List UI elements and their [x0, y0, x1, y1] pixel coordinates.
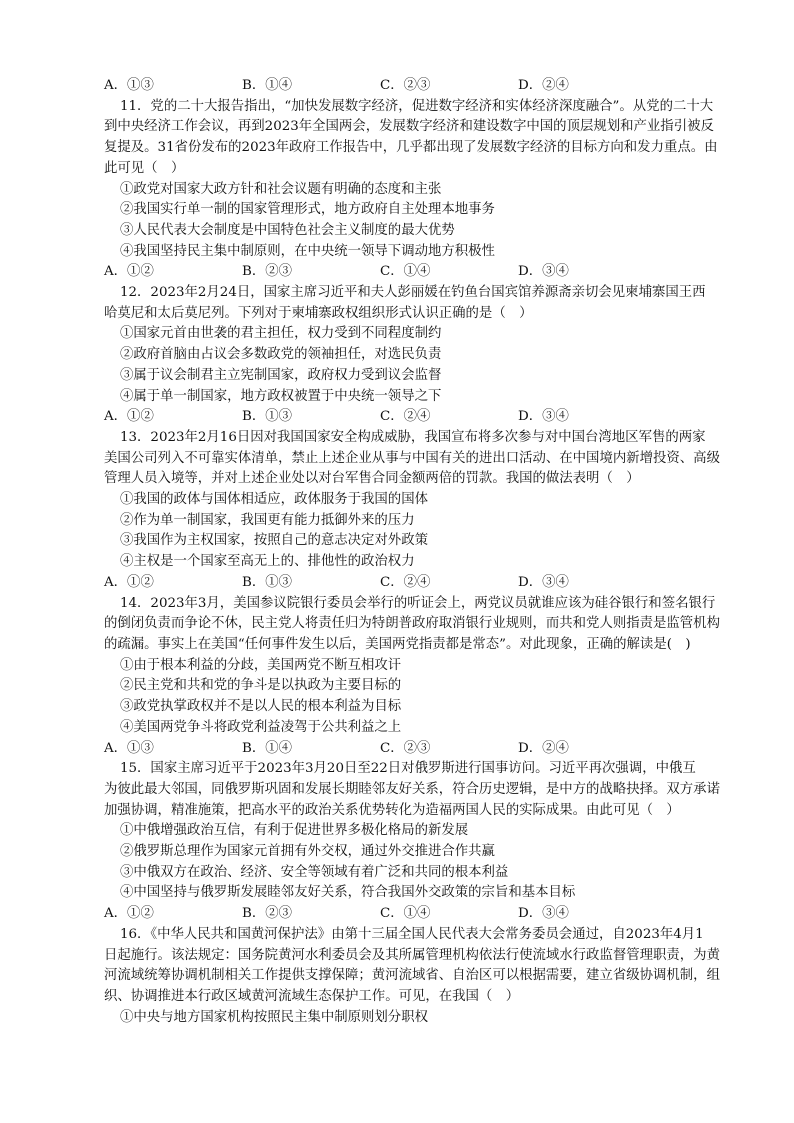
q14-stem-line: 14．2023年3月，美国参议院银行委员会举行的听证会上，两党议员就谁应该为硅谷银行和签名银行 — [120, 595, 716, 611]
q15-option-2: ②俄罗斯总理作为国家元首拥有外交权，通过外交推进合作共赢 — [120, 844, 495, 860]
q12-choice-d: D．③④ — [518, 409, 569, 425]
q14-option-4: ④美国两党争斗将政党利益凌驾于公共利益之上 — [120, 719, 402, 735]
q12-choices — [104, 407, 700, 428]
q11-option-1: ①政党对国家大政方针和社会议题有明确的态度和主张 — [120, 181, 442, 197]
question-16 — [104, 925, 720, 1029]
q11-choice-c: C．①④ — [380, 264, 431, 280]
q16-option-1: ①中央与地方国家机构按照民主集中制原则划分职权 — [120, 1009, 428, 1025]
q12-choice-a: A．①② — [104, 409, 154, 425]
q13-choices — [104, 573, 700, 594]
q13-option-1: ①我国的政体与国体相适应，政体服务于我国的国体 — [120, 492, 428, 508]
q14-stem-line: 的疏漏。事实上在美国“任何事件发生以后，美国两党指责都是常态”。对此现象，正确的解读是( ) — [104, 636, 691, 652]
q16-stem-line: 织、协调推进本行政区域黄河流域生态保护工作。可见，在我国（ ） — [104, 988, 520, 1004]
q13-choice-b: B．①③ — [242, 574, 293, 590]
q13-choice-d: D．③④ — [518, 574, 569, 590]
q11-stem-line: 到中央经济工作会议，再到2023年全国两会，发展数字经济和建设数字中国的顶层规划和产业指引被反 — [104, 119, 714, 135]
q13-option-2: ②作为单一制国家，我国更有能力抵御外来的压力 — [120, 512, 415, 528]
q15-stem-line: 为彼此最大邻国，同俄罗斯巩固和发展长期睦邻友好关系，符合历史逻辑，是中方的战略抉择。双方承诺 — [104, 781, 720, 797]
q13-option-3: ③我国作为主权国家，按照自己的意志决定对外政策 — [120, 533, 428, 549]
q11-option-3: ③人民代表大会制度是中国特色社会主义制度的最大优势 — [120, 222, 455, 238]
q14-choice-b: B．①④ — [242, 740, 293, 756]
exam-content — [104, 76, 720, 1028]
q16-stem-line: 河流域统筹协调机制相关工作提供支撑保障；黄河流域省、自治区可以根据需要，建立省级协调机制，组 — [104, 968, 720, 984]
q13-stem-line: 管理人员入境等，并对上述企业处以对台军售合同金额两倍的罚款。我国的做法表明（ ） — [104, 471, 640, 487]
q14-choice-d: D．②④ — [518, 740, 569, 756]
q14-option-1: ①由于根本利益的分歧，美国两党不断互相攻讦 — [120, 657, 402, 673]
q13-stem-line: 美国公司列入不可靠实体清单，禁止上述企业从事与中国有关的进出口活动、在中国境内新增投资、高级 — [104, 450, 720, 466]
q13-choice-c: C．②④ — [380, 574, 431, 590]
q14-option-2: ②民主党和共和党的争斗是以执政为主要目标的 — [120, 678, 402, 694]
q12-choice-c: C．②④ — [380, 409, 431, 425]
question-15 — [104, 759, 720, 925]
q10-choice-d: D．②④ — [518, 78, 569, 93]
q15-choice-c: C．①④ — [380, 906, 431, 922]
q13-stem-line: 13．2023年2月16日因对我国国家安全构成威胁，我国宣布将多次参与对中国台湾地区军售的两家 — [120, 429, 706, 445]
q12-option-2: ②政府首脑由占议会多数政党的领袖担任，对选民负责 — [120, 347, 442, 363]
q12-option-3: ③属于议会制君主立宪制国家，政府权力受到议会监督 — [120, 367, 442, 383]
q11-stem-line: 11．党的二十大报告指出，“加快发展数字经济，促进数字经济和实体经济深度融合”。从党的二十大 — [120, 98, 714, 114]
q16-stem-line: 16．《中华人民共和国黄河保护法》由第十三届全国人民代表大会常务委员会通过，自2023年4月1 — [120, 926, 704, 942]
q11-stem-line: 复提及。31省份发布的2023年政府工作报告中，几乎都出现了发展数字经济的目标方向和发力重点。由 — [104, 140, 718, 156]
q10-choice-b: B．①④ — [242, 78, 293, 93]
q15-stem-line: 15．国家主席习近平于2023年3月20日至22日对俄罗斯进行国事访问。习近平再次强调，中俄互 — [120, 761, 696, 777]
question-13 — [104, 428, 720, 594]
q11-choices — [104, 262, 700, 283]
q12-choice-b: B．①③ — [242, 409, 293, 425]
q16-stem-line: 日起施行。该法规定：国务院黄河水利委员会及其所属管理机构依法行使流域水行政监督管理职责，为黄 — [104, 947, 720, 963]
q11-stem-line: 此可见（ ） — [104, 160, 185, 176]
q11-option-2: ②我国实行单一制的国家管理形式，地方政府自主处理本地事务 — [120, 202, 495, 218]
q10-choices — [104, 76, 700, 97]
q15-option-3: ③中俄双方在政治、经济、安全等领域有着广泛和共同的根本利益 — [120, 864, 509, 880]
q14-option-3: ③政党执掌政权并不是以人民的根本利益为目标 — [120, 699, 402, 715]
q15-choice-a: A．①② — [104, 906, 154, 922]
q14-choice-a: A．①③ — [104, 740, 154, 756]
q11-option-4: ④我国坚持民主集中制原则，在中央统一领导下调动地方积极性 — [120, 243, 495, 259]
q15-choice-b: B．②③ — [242, 906, 293, 922]
q12-option-1: ①国家元首由世袭的君主担任，权力受到不同程度制约 — [120, 326, 442, 342]
q15-stem-line: 加强协调，精准施策，把高水平的政治关系优势转化为造福两国人民的实际成果。由此可见（ ） — [104, 802, 680, 818]
q15-choices — [104, 904, 700, 925]
q14-choices — [104, 739, 700, 760]
q11-choice-b: B．②③ — [242, 264, 293, 280]
question-14 — [104, 594, 720, 760]
question-11 — [104, 97, 718, 283]
q14-choice-c: C．②③ — [380, 740, 431, 756]
q11-choice-a: A．①② — [104, 264, 154, 280]
q15-option-1: ①中俄增强政治互信，有利于促进世界多极化格局的新发展 — [120, 823, 469, 839]
q15-choice-d: D．③④ — [518, 906, 569, 922]
question-12 — [104, 283, 706, 428]
q12-option-4: ④属于单一制国家，地方政权被置于中央统一领导之下 — [120, 388, 442, 404]
q10-choice-c: C．②③ — [380, 78, 431, 93]
q11-choice-d: D．③④ — [518, 264, 569, 280]
q12-stem-line: 12．2023年2月24日，国家主席习近平和夫人彭丽媛在钓鱼台国宾馆养源斋亲切会见柬埔寨国王西 — [120, 285, 706, 301]
q13-choice-a: A．①② — [104, 574, 154, 590]
q14-stem-line: 的倒闭负责而争论不休，民主党人将责任归为特朗普政府取消银行业规则，而共和党人则指责是监管机构 — [104, 616, 720, 632]
q12-stem-line: 哈莫尼和太后莫尼列。下列对于柬埔寨政权组织形式认识正确的是（ ） — [104, 305, 533, 321]
q15-option-4: ④中国坚持与俄罗斯发展睦邻友好关系，符合我国外交政策的宗旨和基本目标 — [120, 885, 576, 901]
q13-option-4: ④主权是一个国家至高无上的、排他性的政治权力 — [120, 554, 415, 570]
q10-choice-a: A．①③ — [104, 78, 154, 93]
